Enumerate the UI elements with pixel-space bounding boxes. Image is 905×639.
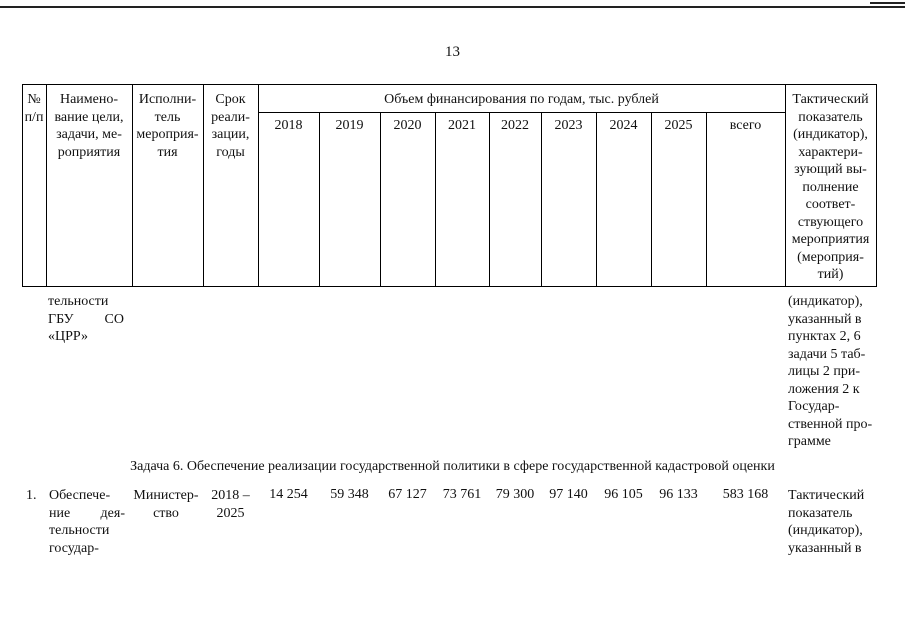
year-2019: 2019 [335, 118, 364, 133]
header-executor: Исполни- тель мероприя- тия [136, 92, 199, 160]
row1-indicator: Тактический показатель (индикатор), указанный в [788, 488, 865, 556]
row1-executor: Министер- ство [133, 488, 199, 521]
year-2020: 2020 [393, 118, 422, 133]
row1-value-2024: 96 105 [604, 487, 643, 502]
row1-value-2018: 14 254 [269, 487, 308, 502]
continuation-name: тельности ГБУ СО «ЦРР» [48, 294, 124, 344]
year-2021: 2021 [448, 118, 476, 133]
header-name: Наимено- вание цели, задачи, ме- роприятия [54, 92, 124, 160]
year-total: всего [729, 118, 762, 133]
header-term: Срок реали- зации, годы [211, 92, 250, 160]
row1-value-total: 583 168 [722, 487, 769, 502]
row1-value-2022: 79 300 [495, 487, 535, 502]
year-2018: 2018 [274, 118, 303, 133]
row1-value-2025: 96 133 [659, 487, 698, 502]
year-2023: 2023 [554, 118, 583, 133]
header-indicator: Тактический показатель (индикатор), характери- зующий вы- полнение соответ- ствующего мероприятия (мероприя- тий) [791, 92, 870, 282]
year-2022: 2022 [501, 118, 529, 133]
row1-value-2021: 73 761 [442, 487, 482, 502]
row1-value-2023: 97 140 [549, 487, 588, 502]
top-border-line [0, 6, 905, 8]
year-2024: 2024 [609, 118, 638, 133]
row1-value-2019: 59 348 [330, 487, 369, 502]
row1-term: 2018 – 2025 [211, 488, 250, 521]
header-funding-title: Объем финансирования по годам, тыс. рублей [384, 92, 659, 107]
continuation-indicator: (индикатор), указанный в пунктах 2, 6 задачи 5 таб- лицы 2 при- ложения 2 к Государ- ственной про- грамме [788, 294, 873, 449]
row1-name: Обеспече- ние дея- тельности государ- [49, 488, 125, 556]
task-heading: Задача 6. Обеспечение реализации государственной политики в сфере государственной кадастровой оценки [130, 459, 775, 474]
row1-num: 1. [26, 488, 37, 503]
row1-value-2020: 67 127 [388, 487, 427, 502]
page-number: 13 [445, 44, 460, 60]
header-num: № п/п [24, 92, 44, 125]
top-border-line-right [870, 2, 905, 4]
year-2025: 2025 [664, 118, 693, 133]
